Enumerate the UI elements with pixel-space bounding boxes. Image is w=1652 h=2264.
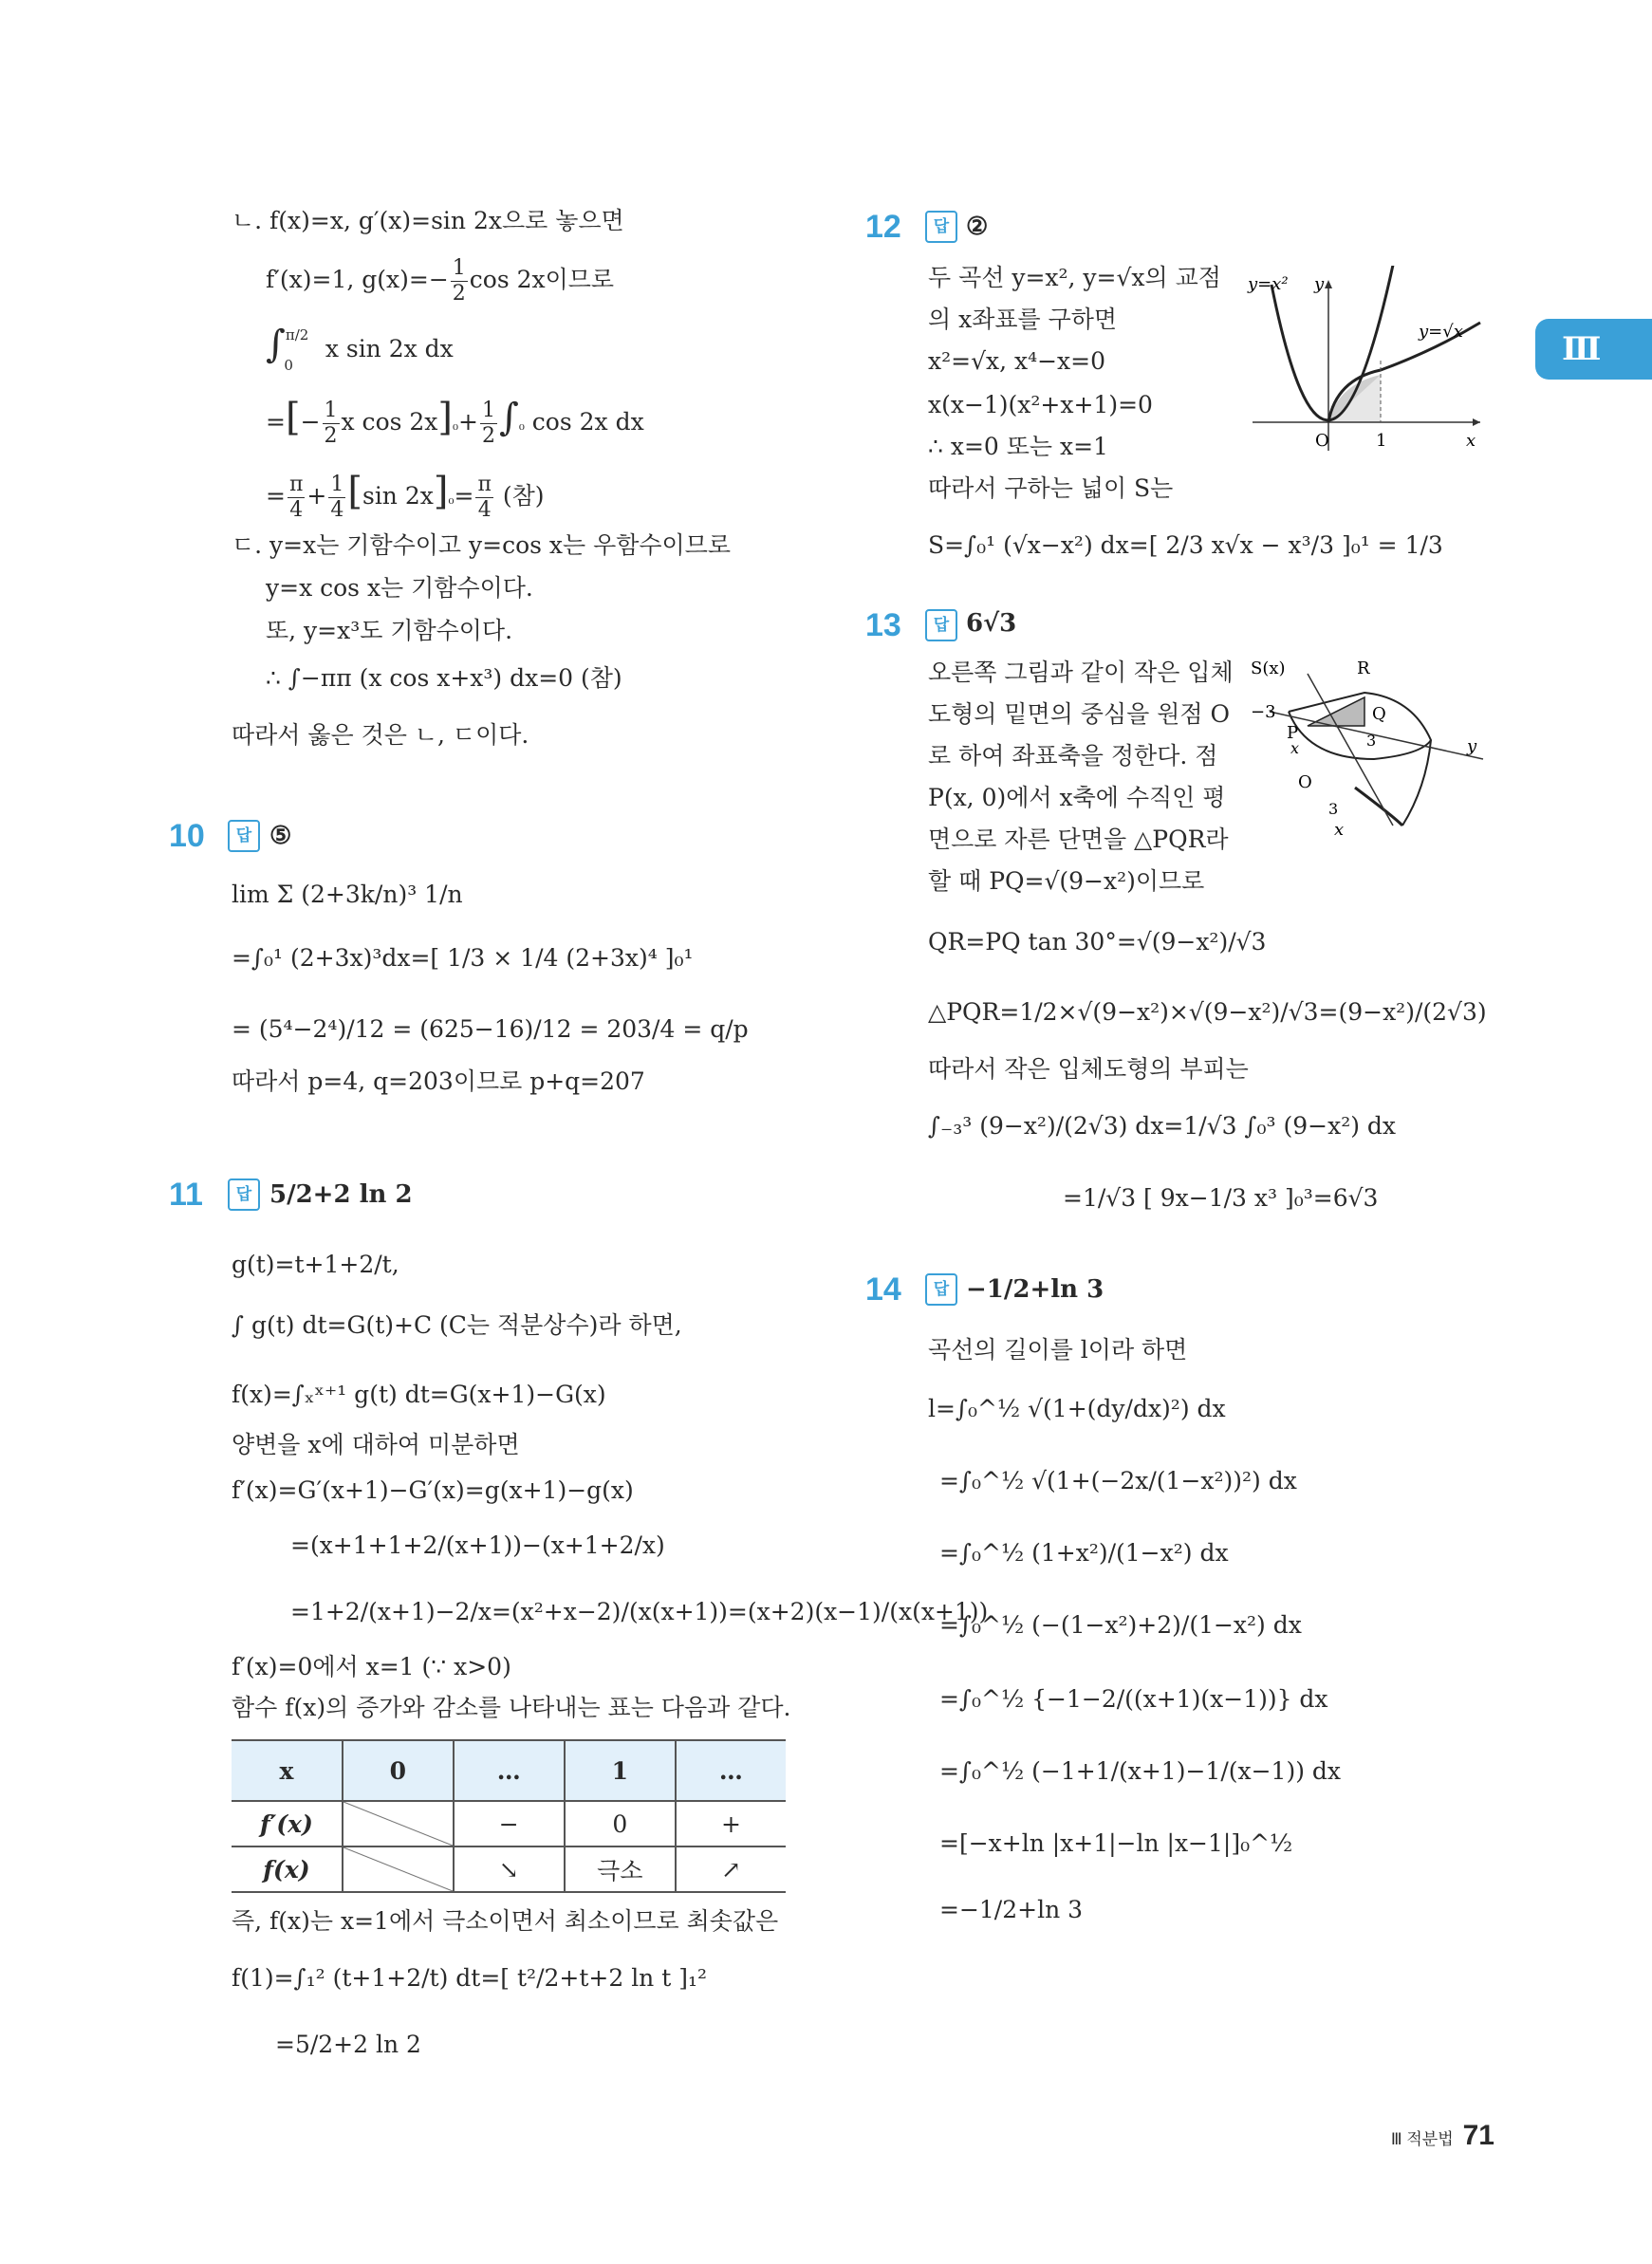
step-d-conclusion: ∴ ∫−ππ (x cos x+x³) dx=0 (참): [266, 664, 622, 692]
table-cell: …: [454, 1740, 565, 1801]
integral-result: = $\frac{\pi}{4}$ + $\frac{1}{4}$ [sin 2x]₀= $\frac{\pi}{4}$ (참): [266, 470, 545, 522]
integral-result-verdict: (참): [502, 482, 545, 510]
q12-line3: x²=√x, x⁴−x=0: [928, 347, 1106, 375]
q13-line1: 오른쪽 그림과 같이 작은 입체: [928, 659, 1234, 686]
q11-fprime: f′(x)=G′(x+1)−G′(x)=g(x+1)−g(x): [232, 1476, 634, 1504]
page-number: 71: [1462, 2120, 1494, 2151]
problem-number-11: 11: [169, 1177, 203, 1213]
problem-number-10: 10: [169, 818, 205, 854]
label-r: R: [1357, 659, 1370, 678]
answer-12: ②: [966, 213, 989, 241]
problem-number-13: 13: [865, 607, 901, 643]
q13-line6: 할 때 PQ=√(9−x²)이므로: [928, 867, 1205, 895]
label-q: Q: [1372, 704, 1386, 724]
table-cell: ↗: [676, 1846, 786, 1892]
answer-13: 6√3: [966, 609, 1017, 638]
q11-result: =5/2+2 ln 2: [275, 2031, 421, 2058]
q10-conclusion: 따라서 p=4, q=203이므로 p+q=207: [232, 1067, 645, 1095]
answer-badge: 답: [925, 1273, 957, 1306]
table-cell: −: [454, 1801, 565, 1846]
answer-10: ⑤: [269, 822, 292, 850]
integral-xsin2x: ∫$^{\pi/2}_0$ x sin 2x dx: [266, 323, 454, 374]
label-minus3: −3: [1251, 702, 1276, 722]
answer-summary: 따라서 옳은 것은 ㄴ, ㄷ이다.: [232, 721, 529, 749]
q11-fprime-step3: =1+2/(x+1)−2/x=(x²+x−2)/(x(x+1))=(x+2)(x−1)/(x(x+1)): [290, 1598, 989, 1625]
q11-fx: f(x)=∫ₓˣ⁺¹ g(t) dt=G(x+1)−G(x): [232, 1381, 606, 1408]
table-cell: 0: [343, 1740, 454, 1801]
table-cell: +: [676, 1801, 786, 1846]
q13-solid-figure: [1251, 655, 1497, 844]
answer-badge: 답: [228, 1178, 260, 1211]
table-cell: 0: [565, 1801, 676, 1846]
q10-evaluate: = (5⁴−2⁴)/12 = (625−16)/12 = 203/4 = q/p: [232, 1015, 749, 1043]
q14-step4: =∫₀^½ (−(1−x²)+2)/(1−x²) dx: [939, 1611, 1302, 1639]
table-cell: f(x): [232, 1846, 343, 1892]
deriv-text-a: f′(x)=1, g(x)=−: [266, 266, 449, 293]
q12-graph: [1243, 266, 1490, 455]
step-d-odd: y=x cos x는 기함수이다.: [266, 574, 533, 602]
table-cell: 극소: [565, 1846, 676, 1892]
q14-step2: =∫₀^½ √(1+(−2x/(1−x²))²) dx: [939, 1467, 1297, 1494]
label-o: O: [1298, 772, 1312, 792]
q11-table-intro: 함수 f(x)의 증가와 감소를 나타내는 표는 다음과 같다.: [232, 1694, 791, 1721]
q12-line5: ∴ x=0 또는 x=1: [928, 433, 1108, 460]
step-d-intro: ㄷ. y=x는 기함수이고 y=cos x는 우함수이므로: [232, 531, 732, 559]
table-cell-diagonal: [343, 1846, 454, 1892]
q11-antiderivative: ∫ g(t) dt=G(t)+C (C는 적분상수)라 하면,: [232, 1311, 682, 1339]
label-3-radius: 3: [1366, 732, 1377, 750]
label-3-axis: 3: [1328, 800, 1339, 818]
table-row: [232, 1846, 786, 1892]
q14-step5: =∫₀^½ {−1−2/((x+1)(x−1))} dx: [939, 1685, 1328, 1713]
problem-number-14: 14: [865, 1271, 901, 1308]
q14-result: =−1/2+ln 3: [939, 1896, 1084, 1923]
label-sx: S(x): [1251, 659, 1286, 678]
label-x-axis: x: [1466, 431, 1476, 451]
table-cell: x: [232, 1740, 343, 1801]
q11-f1: f(1)=∫₁² (t+1+2/t) dt=[ t²/2+t+2 ln t ]₁²: [232, 1964, 708, 1992]
table-cell: 1: [565, 1740, 676, 1801]
footer-chapter: Ⅲ 적분법: [1390, 2130, 1454, 2148]
label-y-axis: y: [1314, 274, 1325, 294]
q14-step7: =[−x+ln |x+1|−ln |x−1|]₀^½: [939, 1829, 1293, 1857]
q13-volume-result: =1/√3 [ 9x−1/3 x³ ]₀³=6√3: [1063, 1184, 1379, 1212]
label-one: 1: [1376, 431, 1387, 451]
label-x-small: x: [1290, 739, 1300, 757]
q12-line6: 따라서 구하는 넓이 S는: [928, 474, 1174, 502]
label-y2: y=√x: [1419, 322, 1463, 342]
answer-14: −1/2+ln 3: [966, 1275, 1104, 1304]
q12-line4: x(x−1)(x²+x+1)=0: [928, 391, 1153, 418]
q14-step1: l=∫₀^½ √(1+(dy/dx)²) dx: [928, 1395, 1226, 1422]
answer-11: 5/2+2 ln 2: [269, 1180, 413, 1209]
table-cell: f′(x): [232, 1801, 343, 1846]
answer-badge: 답: [228, 820, 260, 852]
table-cell-diagonal: [343, 1801, 454, 1846]
label-p: P: [1287, 723, 1299, 743]
label-x-axis: x: [1334, 820, 1345, 840]
table-row: [232, 1801, 786, 1846]
q11-min-intro: 즉, f(x)는 x=1에서 극소이면서 최소이므로 최솟값은: [232, 1907, 779, 1935]
increase-decrease-table: [232, 1739, 786, 1893]
step-n-derivatives: f′(x)=1, g(x)=− $\frac{1}{2}$ cos 2x이므로: [266, 256, 615, 306]
answer-badge: 답: [925, 211, 957, 243]
answer-badge: 답: [925, 609, 957, 641]
q12-area: S=∫₀¹ (√x−x²) dx=[ 2/3 x√x − x³/3 ]₀¹ = 1/3: [928, 531, 1443, 559]
q14-step3: =∫₀^½ (1+x²)/(1−x²) dx: [939, 1539, 1229, 1567]
q13-line3: 로 하여 좌표축을 정한다. 점: [928, 742, 1218, 770]
q12-line2: 의 x좌표를 구하면: [928, 306, 1118, 333]
q11-diff-intro: 양변을 x에 대하여 미분하면: [232, 1431, 520, 1458]
label-y-axis: y: [1467, 736, 1477, 756]
q13-line2: 도형의 밑면의 중심을 원점 O: [928, 700, 1230, 728]
q14-step6: =∫₀^½ (−1+1/(x+1)−1/(x−1)) dx: [939, 1757, 1341, 1785]
q11-critical: f′(x)=0에서 x=1 (∵ x>0): [232, 1653, 511, 1680]
integral-parts-text: cos 2x dx: [531, 408, 644, 436]
problem-number-12: 12: [865, 209, 901, 245]
integral-xsin2x-text: x sin 2x dx: [325, 335, 454, 362]
step-n-intro: ㄴ. f(x)=x, g′(x)=sin 2x으로 놓으면: [232, 207, 624, 234]
table-cell: …: [676, 1740, 786, 1801]
q10-integral: =∫₀¹ (2+3x)³dx=[ 1/3 × 1/4 (2+3x)⁴ ]₀¹: [232, 944, 694, 972]
table-header-row: [232, 1740, 786, 1801]
table-cell: ↘: [454, 1846, 565, 1892]
q13-volume-intro: 따라서 작은 입체도형의 부피는: [928, 1055, 1249, 1083]
q11-gt: g(t)=t+1+2/t,: [232, 1251, 399, 1278]
q13-line4: P(x, 0)에서 x축에 수직인 평: [928, 784, 1226, 811]
step-d-cubic: 또, y=x³도 기함수이다.: [266, 617, 513, 644]
integral-parts-step: =[− $\frac{1}{2}$ x cos 2x]₀+ $\frac{1}{2}$ ∫₀ cos 2x dx: [266, 396, 644, 448]
q13-qr: QR=PQ tan 30°=√(9−x²)/√3: [928, 928, 1267, 956]
chapter-tab: Ⅲ: [1535, 319, 1652, 380]
q11-fprime-step2: =(x+1+1+2/(x+1))−(x+1+2/x): [290, 1531, 665, 1559]
page-footer: [1391, 2120, 1494, 2152]
q13-area: △PQR=1/2×√(9−x²)×√(9−x²)/√3=(9−x²)/(2√3): [928, 998, 1487, 1026]
q10-limit: lim Σ (2+3k/n)³ 1/n: [232, 881, 463, 908]
q13-line5: 면으로 자른 단면을 △PQR라: [928, 826, 1229, 853]
deriv-text-b: cos 2x이므로: [469, 266, 615, 293]
q12-line1: 두 곡선 y=x², y=√x의 교점: [928, 264, 1221, 291]
q13-volume: ∫₋₃³ (9−x²)/(2√3) dx=1/√3 ∫₀³ (9−x²) dx: [928, 1112, 1397, 1140]
q14-intro: 곡선의 길이를 l이라 하면: [928, 1336, 1188, 1364]
label-origin: O: [1315, 431, 1329, 451]
label-y1: y=x²: [1248, 274, 1289, 294]
